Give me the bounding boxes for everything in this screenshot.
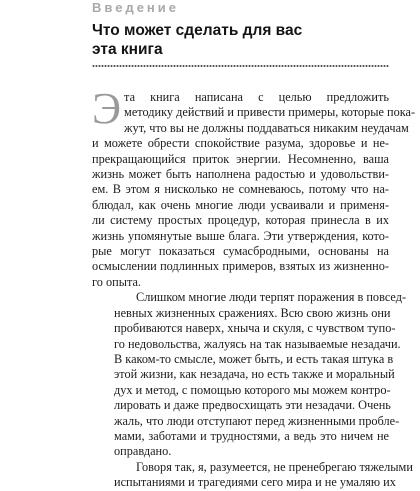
text-line: осмыслении подлинных примеров, взятых из жизненно- (92, 259, 389, 274)
text-line: мами, заботами и трудностями, а ведь это ничем не (114, 428, 389, 443)
chapter-header (92, 0, 392, 68)
paragraph-1 (92, 84, 416, 290)
text-line: жизнь может быть наполнена радостью и удовольстви- (92, 167, 389, 182)
text-line: лировать и даже предвосхищать эти незадачи. Очень (114, 398, 391, 413)
dotted-divider (92, 64, 389, 68)
text-line: пробиваются наверх, хныча и скуля, с чувством тупо- (114, 321, 396, 336)
text-line: жаль, что люди отступают перед жизненными пробле- (114, 413, 400, 428)
text-line: оправдано. (114, 444, 172, 459)
chapter-title-line-2: эта книга (92, 41, 163, 58)
text-line: го недовольства, жалуясь на так называемые незадачи. (114, 336, 401, 351)
text-line: рые могут показаться сумасбродными, основаны на (92, 244, 389, 259)
chapter-title-line-1: Что может сделать для вас (92, 22, 303, 39)
text-line: ли систему простых процедур, которая принесла в их (92, 213, 389, 228)
text-line: методику действий и привести примеры, которые пока- (124, 105, 416, 120)
text-line: Говоря так, я, разумеется, не пренебрегаю тяжелыми (136, 459, 413, 474)
text-line: ем. В этом я нисколько не сомневаюсь, потому что на- (92, 182, 389, 197)
text-line: испытаниями и трагедиями сего мира и не умаляю их (114, 475, 396, 490)
text-line: го опыта. (92, 274, 142, 289)
text-line: дух и метод, с помощью которого мы можем контро- (114, 382, 391, 397)
chapter-title (92, 21, 392, 59)
text-line: В каком-то смысле, может быть, и есть такая штука в (114, 351, 394, 366)
text-line: прекращающийся приток энергии. Несомненно, ваша (92, 151, 389, 166)
text-line: невных жизненных сражениях. Всю свою жизнь они (114, 305, 391, 320)
drop-cap-letter: Э (92, 84, 122, 133)
text-line: этой жизни, как незадача, но есть также и моральный (114, 367, 395, 382)
text-line: жизнь упомянутые выше блага. Эти утверждения, кото- (92, 228, 389, 243)
text-line: Слишком многие люди терпят поражения в повсед- (136, 290, 407, 305)
text-line: жут, что вы не должны поддаваться никаким неудачам (124, 120, 409, 135)
paragraph-3 (92, 459, 413, 491)
text-line: и можете обрести спокойствие разума, здоровье и не- (92, 136, 389, 151)
section-label: Введение (92, 0, 179, 15)
text-line: блюдал, как очень многие люди усваивали и применя- (92, 197, 389, 212)
text-line: та книга написана с целью предложить (124, 90, 389, 104)
paragraph-2 (92, 290, 407, 459)
body-text (92, 84, 416, 491)
